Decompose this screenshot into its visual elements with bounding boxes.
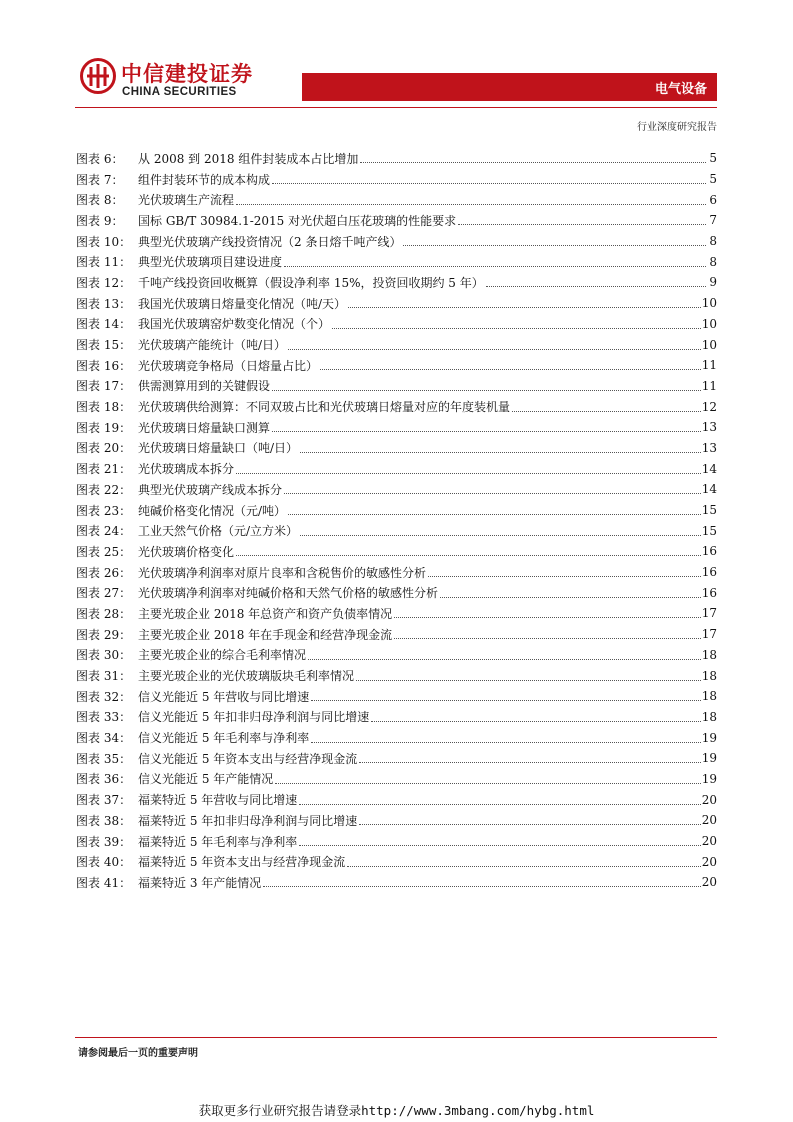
toc-figure-title[interactable]: 光伏玻璃日熔量缺口（吨/日） — [138, 441, 299, 456]
toc-figure-label: 图表 15： — [76, 338, 132, 353]
toc-figure-title[interactable]: 信义光能近 5 年营收与同比增速 — [138, 689, 310, 704]
toc-entry[interactable] — [76, 500, 717, 521]
toc-page-number[interactable]: 16 — [701, 585, 717, 600]
toc-entry[interactable] — [76, 645, 717, 666]
toc-dot-leader — [288, 340, 701, 350]
toc-figure-title[interactable]: 主要光玻企业的光伏玻璃版块毛利率情况 — [138, 669, 355, 684]
figure-table-of-contents — [76, 148, 717, 893]
toc-dot-leader — [311, 691, 700, 701]
toc-dot-leader — [236, 546, 701, 556]
china-securities-logo-icon — [80, 58, 116, 94]
toc-dot-leader — [263, 877, 700, 887]
toc-dot-leader — [308, 650, 701, 660]
toc-figure-label: 图表 29： — [76, 627, 132, 642]
toc-page-number[interactable]: 20 — [701, 813, 717, 828]
toc-figure-label: 图表 21： — [76, 462, 132, 477]
toc-dot-leader — [486, 277, 706, 287]
toc-figure-title[interactable]: 光伏玻璃净利润率对原片良率和含税售价的敏感性分析 — [138, 565, 427, 580]
toc-entry[interactable] — [76, 562, 717, 583]
toc-entry[interactable] — [76, 458, 717, 479]
toc-figure-title[interactable]: 福莱特近 5 年毛利率与净利率 — [138, 834, 298, 849]
toc-figure-label: 图表 34： — [76, 731, 132, 746]
toc-dot-leader — [394, 629, 701, 639]
logo-chinese-name: 中信建投证券 — [121, 62, 253, 86]
toc-entry[interactable] — [76, 251, 717, 272]
toc-entry[interactable] — [76, 438, 717, 459]
toc-figure-title[interactable]: 光伏玻璃日熔量缺口测算 — [138, 420, 271, 435]
toc-figure-title[interactable]: 信义光能近 5 年产能情况 — [138, 772, 274, 787]
toc-dot-leader — [300, 526, 701, 536]
toc-entry[interactable] — [76, 541, 717, 562]
toc-dot-leader — [348, 298, 701, 308]
toc-entry[interactable] — [76, 189, 717, 210]
toc-dot-leader — [332, 319, 701, 329]
toc-figure-title[interactable]: 光伏玻璃成本拆分 — [138, 462, 235, 477]
toc-figure-label: 图表 12： — [76, 275, 132, 290]
toc-page-number[interactable]: 18 — [701, 689, 717, 704]
toc-figure-label: 图表 25： — [76, 544, 132, 559]
toc-dot-leader — [356, 671, 701, 681]
toc-figure-label: 图表 24： — [76, 524, 132, 539]
toc-dot-leader — [299, 836, 700, 846]
toc-figure-label: 图表 7： — [76, 172, 124, 187]
toc-dot-leader — [275, 774, 700, 784]
toc-entry[interactable] — [76, 376, 717, 397]
toc-page-number[interactable]: 19 — [701, 771, 717, 786]
toc-entry[interactable] — [76, 396, 717, 417]
toc-figure-label: 图表 32： — [76, 689, 132, 704]
toc-dot-leader — [440, 588, 701, 598]
toc-figure-title[interactable]: 国标 GB/T 30984.1-2015 对光伏超白压花玻璃的性能要求 — [138, 213, 457, 228]
toc-page-number[interactable]: 18 — [701, 647, 717, 662]
footer-divider — [75, 1037, 717, 1038]
logo-english-name: CHINA SECURITIES — [122, 86, 237, 98]
toc-entry[interactable] — [76, 231, 717, 252]
toc-dot-leader — [371, 712, 700, 722]
toc-entry[interactable] — [76, 520, 717, 541]
sector-banner — [302, 73, 717, 101]
toc-entry[interactable] — [76, 748, 717, 769]
toc-entry[interactable] — [76, 479, 717, 500]
toc-figure-label: 图表 36： — [76, 772, 132, 787]
toc-page-number[interactable]: 5 — [709, 172, 717, 187]
page-header — [0, 0, 793, 140]
toc-page-number[interactable]: 7 — [709, 213, 717, 228]
toc-page-number[interactable]: 9 — [709, 275, 717, 290]
toc-dot-leader — [272, 174, 706, 184]
toc-dot-leader — [300, 443, 701, 453]
toc-page-number[interactable]: 11 — [701, 358, 717, 373]
toc-figure-label: 图表 23： — [76, 503, 132, 518]
toc-dot-leader — [347, 857, 700, 867]
toc-figure-title[interactable]: 组件封装环节的成本构成 — [138, 172, 271, 187]
toc-figure-label: 图表 40： — [76, 855, 132, 870]
toc-entry[interactable] — [76, 624, 717, 645]
toc-entry[interactable] — [76, 872, 717, 893]
disclaimer-note: 请参阅最后一页的重要声明 — [78, 1048, 198, 1059]
toc-page-number[interactable]: 10 — [701, 337, 717, 352]
toc-figure-label: 图表 6： — [76, 151, 124, 166]
toc-entry[interactable] — [76, 810, 717, 831]
toc-page-number[interactable]: 17 — [701, 606, 717, 621]
toc-figure-label: 图表 28： — [76, 606, 132, 621]
toc-entry[interactable] — [76, 603, 717, 624]
toc-page-number[interactable]: 10 — [701, 316, 717, 331]
toc-dot-leader — [428, 567, 701, 577]
toc-dot-leader — [359, 815, 700, 825]
toc-dot-leader — [311, 733, 700, 743]
toc-figure-label: 图表 14： — [76, 317, 132, 332]
toc-figure-label: 图表 33： — [76, 710, 132, 725]
toc-figure-label: 图表 18： — [76, 400, 132, 415]
toc-dot-leader — [403, 236, 706, 246]
toc-figure-label: 图表 10： — [76, 234, 132, 249]
toc-page-number[interactable]: 20 — [701, 834, 717, 849]
toc-entry[interactable] — [76, 148, 717, 169]
toc-entry[interactable] — [76, 334, 717, 355]
toc-dot-leader — [284, 484, 701, 494]
toc-figure-label: 图表 17： — [76, 379, 132, 394]
toc-figure-title[interactable]: 我国光伏玻璃窑炉数变化情况（个） — [138, 317, 331, 332]
toc-figure-label: 图表 39： — [76, 834, 132, 849]
toc-page-number[interactable]: 5 — [709, 151, 717, 166]
toc-figure-title[interactable]: 典型光伏玻璃项目建设进度 — [138, 255, 283, 270]
toc-page-number[interactable]: 16 — [701, 565, 717, 580]
toc-page-number[interactable]: 20 — [701, 854, 717, 869]
toc-figure-label: 图表 26： — [76, 565, 132, 580]
toc-figure-title[interactable]: 光伏玻璃竞争格局（日熔量占比） — [138, 358, 319, 373]
toc-entry[interactable] — [76, 686, 717, 707]
toc-figure-label: 图表 22： — [76, 482, 132, 497]
toc-figure-title[interactable]: 纯碱价格变化情况（元/吨） — [138, 503, 287, 518]
toc-figure-title[interactable]: 主要光玻企业 2018 年总资产和资产负债率情况 — [138, 606, 393, 621]
toc-figure-title[interactable]: 信义光能近 5 年资本支出与经营净现金流 — [138, 751, 358, 766]
toc-figure-title[interactable]: 福莱特近 3 年产能情况 — [138, 875, 262, 890]
toc-figure-title[interactable]: 从 2008 到 2018 组件封装成本占比增加 — [138, 151, 359, 166]
toc-entry[interactable] — [76, 293, 717, 314]
toc-page-number[interactable]: 8 — [709, 234, 717, 249]
toc-dot-leader — [272, 381, 701, 391]
toc-figure-title[interactable]: 千吨产线投资回收概算（假设净利率 15%，投资回收期约 5 年） — [138, 275, 484, 290]
toc-figure-title[interactable]: 光伏玻璃产能统计（吨/日） — [138, 338, 287, 353]
toc-figure-title[interactable]: 福莱特近 5 年资本支出与经营净现金流 — [138, 855, 346, 870]
toc-page-number[interactable]: 8 — [709, 254, 717, 269]
toc-page-number[interactable]: 12 — [701, 399, 717, 414]
report-type: 行业深度研究报告 — [637, 122, 717, 133]
toc-figure-title[interactable]: 典型光伏玻璃产线成本拆分 — [138, 482, 283, 497]
toc-page-number[interactable]: 6 — [709, 192, 717, 207]
toc-page-number[interactable]: 19 — [701, 751, 717, 766]
toc-entry[interactable] — [76, 769, 717, 790]
toc-page-number[interactable]: 18 — [701, 709, 717, 724]
toc-page-number[interactable]: 19 — [701, 730, 717, 745]
toc-page-number[interactable]: 18 — [701, 668, 717, 683]
toc-figure-title[interactable]: 主要光玻企业 2018 年在手现金和经营净现金流 — [138, 627, 393, 642]
toc-figure-label: 图表 37： — [76, 793, 132, 808]
toc-figure-label: 图表 8： — [76, 193, 124, 208]
toc-entry[interactable] — [76, 169, 717, 190]
toc-figure-label: 图表 9： — [76, 213, 124, 228]
toc-figure-label: 图表 20： — [76, 441, 132, 456]
header-divider — [75, 107, 717, 108]
toc-figure-title[interactable]: 光伏玻璃价格变化 — [138, 544, 235, 559]
toc-figure-label: 图表 19： — [76, 420, 132, 435]
toc-dot-leader — [320, 360, 701, 370]
toc-figure-title[interactable]: 光伏玻璃净利润率对纯碱价格和天然气价格的敏感性分析 — [138, 586, 439, 601]
toc-figure-label: 图表 13： — [76, 296, 132, 311]
toc-figure-title[interactable]: 福莱特近 5 年营收与同比增速 — [138, 793, 298, 808]
toc-page-number[interactable]: 14 — [701, 461, 717, 476]
toc-entry[interactable] — [76, 789, 717, 810]
toc-dot-leader — [272, 422, 701, 432]
toc-page-number[interactable]: 16 — [701, 544, 717, 559]
toc-entry[interactable] — [76, 851, 717, 872]
toc-dot-leader — [288, 505, 701, 515]
toc-entry[interactable] — [76, 831, 717, 852]
toc-figure-title[interactable]: 我国光伏玻璃日熔量变化情况（吨/天） — [138, 296, 347, 311]
toc-page-number[interactable]: 14 — [701, 482, 717, 497]
toc-dot-leader — [458, 215, 706, 225]
toc-figure-title[interactable]: 信义光能近 5 年扣非归母净利润与同比增速 — [138, 710, 370, 725]
toc-entry[interactable] — [76, 314, 717, 335]
toc-page-number[interactable]: 13 — [701, 440, 717, 455]
toc-figure-title[interactable]: 工业天然气价格（元/立方米） — [138, 524, 299, 539]
toc-figure-title[interactable]: 供需测算用到的关键假设 — [138, 379, 271, 394]
toc-page-number[interactable]: 10 — [701, 296, 717, 311]
toc-figure-title[interactable]: 光伏玻璃供给测算：不同双玻占比和光伏玻璃日熔量对应的年度装机量 — [138, 400, 511, 415]
sector-label: 电气设备 — [654, 82, 707, 97]
toc-figure-label: 图表 31： — [76, 669, 132, 684]
toc-figure-label: 图表 16： — [76, 358, 132, 373]
toc-dot-leader — [360, 153, 706, 163]
toc-figure-title[interactable]: 典型光伏玻璃产线投资情况（2 条日熔千吨产线） — [138, 234, 402, 249]
toc-figure-title[interactable]: 光伏玻璃生产流程 — [138, 193, 235, 208]
toc-page-number[interactable]: 15 — [701, 503, 717, 518]
toc-dot-leader — [359, 753, 700, 763]
toc-dot-leader — [284, 257, 706, 267]
toc-dot-leader — [512, 402, 701, 412]
toc-page-number[interactable]: 20 — [701, 792, 717, 807]
toc-dot-leader — [236, 195, 706, 205]
toc-entry[interactable] — [76, 665, 717, 686]
toc-dot-leader — [236, 464, 701, 474]
toc-figure-title[interactable]: 信义光能近 5 年毛利率与净利率 — [138, 731, 310, 746]
toc-figure-label: 图表 41： — [76, 875, 132, 890]
toc-entry[interactable] — [76, 272, 717, 293]
website-watermark[interactable]: 获取更多行业研究报告请登录http://www.3mbang.com/hybg.html — [198, 1103, 595, 1118]
toc-dot-leader — [394, 608, 701, 618]
toc-page-number[interactable]: 13 — [701, 420, 717, 435]
toc-page-number[interactable]: 15 — [701, 523, 717, 538]
toc-figure-label: 图表 27： — [76, 586, 132, 601]
toc-dot-leader — [299, 795, 700, 805]
toc-entry[interactable] — [76, 727, 717, 748]
toc-figure-label: 图表 11： — [76, 255, 132, 270]
toc-entry[interactable] — [76, 417, 717, 438]
toc-entry[interactable] — [76, 707, 717, 728]
toc-page-number[interactable]: 20 — [701, 875, 717, 890]
toc-entry[interactable] — [76, 210, 717, 231]
toc-entry[interactable] — [76, 582, 717, 603]
toc-entry[interactable] — [76, 355, 717, 376]
toc-page-number[interactable]: 11 — [701, 378, 717, 393]
toc-page-number[interactable]: 17 — [701, 627, 717, 642]
toc-figure-label: 图表 30： — [76, 648, 132, 663]
toc-figure-title[interactable]: 福莱特近 5 年扣非归母净利润与同比增速 — [138, 813, 358, 828]
toc-figure-label: 图表 38： — [76, 813, 132, 828]
toc-figure-title[interactable]: 主要光玻企业的综合毛利率情况 — [138, 648, 307, 663]
toc-figure-label: 图表 35： — [76, 751, 132, 766]
